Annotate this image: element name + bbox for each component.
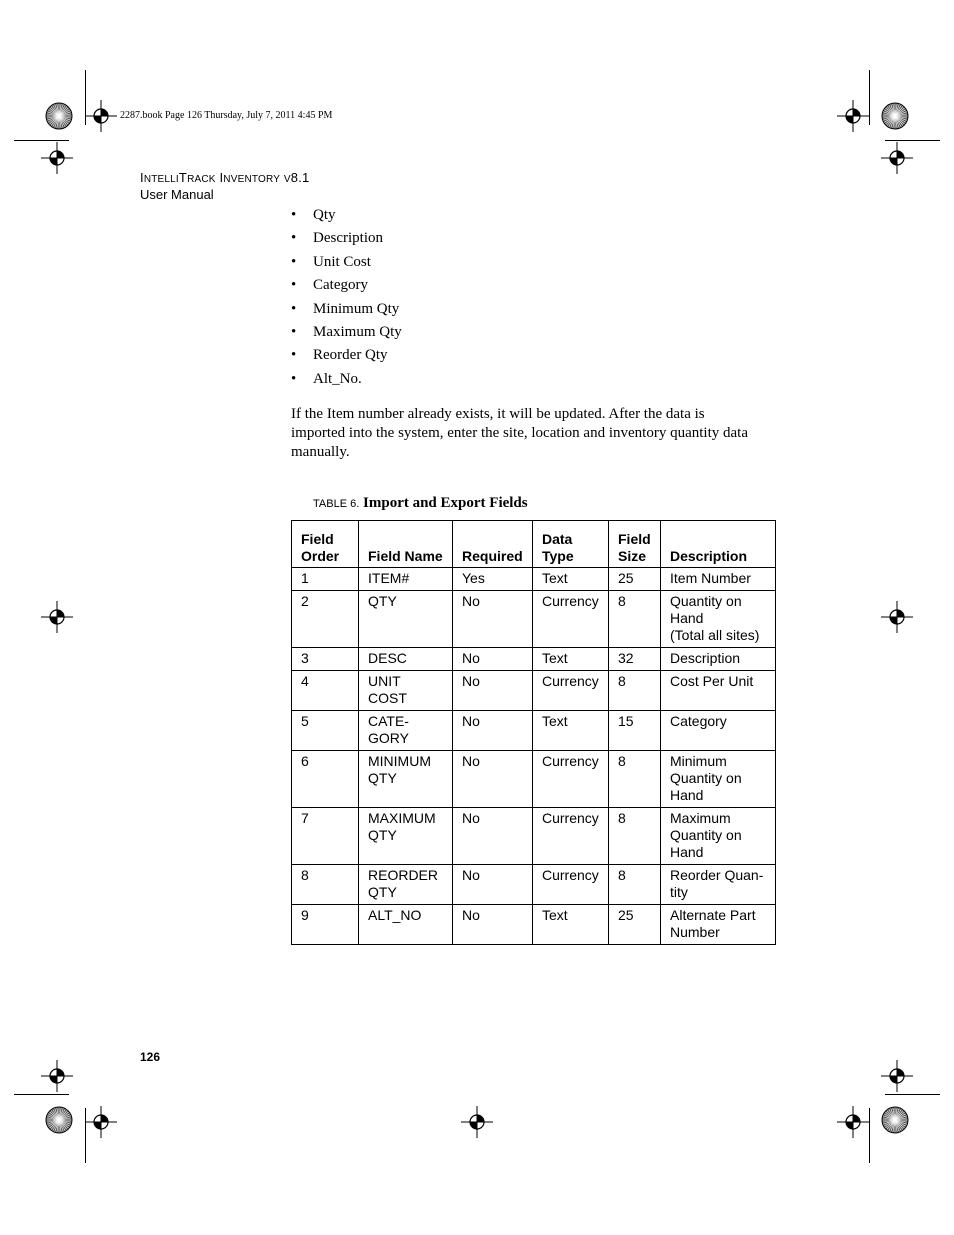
bullet-icon: • — [291, 323, 297, 340]
cell-data-type: Currency — [533, 865, 609, 905]
table-row — [292, 865, 776, 905]
header-smallcaps: NVENTORY — [223, 174, 281, 185]
cell-required: No — [453, 671, 533, 711]
list-item — [291, 299, 402, 322]
registration-mark-icon — [881, 601, 913, 633]
cell-description: Alternate Part Number — [661, 905, 776, 945]
registration-mark-icon — [881, 142, 913, 174]
table-row — [292, 905, 776, 945]
registration-mark-icon — [837, 1106, 869, 1138]
bullet-icon: • — [291, 277, 297, 294]
book-slug: 2287.book Page 126 Thursday, July 7, 2011 4:45 PM — [120, 110, 333, 121]
table-title: Import and Export Fields — [363, 495, 528, 511]
cell-field-name: MINIMUM QTY — [359, 751, 453, 808]
list-item — [291, 369, 402, 392]
import-export-fields-table — [291, 520, 776, 945]
cell-field-size: 15 — [609, 711, 661, 751]
crop-mark-line — [885, 1094, 940, 1095]
cell-field-size: 8 — [609, 591, 661, 648]
cell-field-order: 6 — [292, 751, 359, 808]
list-item — [291, 345, 402, 368]
list-item — [291, 252, 402, 275]
crop-mark-line — [14, 140, 69, 141]
page-number: 126 — [140, 1050, 161, 1064]
header-smallcaps: NTELLI — [143, 174, 179, 185]
header-letter: I — [140, 170, 144, 185]
cell-required: Yes — [453, 568, 533, 591]
body-paragraph: If the Item number already exists, it will be updated. After the data is imported into the system, enter the site, location and inventory quantity data manually. — [291, 406, 748, 460]
list-item-label: Reorder Qty — [313, 347, 388, 364]
color-target-icon — [45, 102, 73, 130]
cell-required: No — [453, 751, 533, 808]
running-header-subtitle: User Manual — [140, 187, 214, 202]
registration-mark-icon — [41, 1060, 73, 1092]
cell-field-name: QTY — [359, 591, 453, 648]
cell-description: Description — [661, 648, 776, 671]
cell-data-type: Text — [533, 711, 609, 751]
crop-mark-line — [885, 140, 940, 141]
cell-description: Reorder Quan- tity — [661, 865, 776, 905]
cell-field-order: 7 — [292, 808, 359, 865]
cell-field-size: 8 — [609, 865, 661, 905]
bullet-list — [291, 205, 402, 392]
table-row — [292, 568, 776, 591]
column-header-field-size: Field Size — [609, 521, 661, 568]
cell-required: No — [453, 711, 533, 751]
bullet-icon: • — [291, 253, 297, 270]
cell-required: No — [453, 591, 533, 648]
cell-description: Category — [661, 711, 776, 751]
cell-field-name: DESC — [359, 648, 453, 671]
cell-description: Maximum Quantity on Hand — [661, 808, 776, 865]
table-row — [292, 808, 776, 865]
cell-field-size: 25 — [609, 568, 661, 591]
cell-data-type: Currency — [533, 751, 609, 808]
registration-mark-icon — [461, 1106, 493, 1138]
cell-data-type: Currency — [533, 808, 609, 865]
column-header-required: Required — [453, 521, 533, 568]
cell-field-name: CATE- GORY — [359, 711, 453, 751]
cell-description: Quantity on Hand (Total all sites) — [661, 591, 776, 648]
color-target-icon — [45, 1106, 73, 1134]
list-item — [291, 275, 402, 298]
cell-field-order: 5 — [292, 711, 359, 751]
header-letter: T — [178, 170, 188, 185]
column-header-data-type: Data Type — [533, 521, 609, 568]
list-item-label: Qty — [313, 207, 336, 223]
list-item-label: Description — [313, 230, 383, 247]
cell-field-name: ALT_NO — [359, 905, 453, 945]
crop-mark-line — [869, 1108, 870, 1163]
list-item — [291, 228, 402, 251]
table-row — [292, 751, 776, 808]
header-smallcaps: RACK — [187, 174, 216, 185]
cell-field-size: 8 — [609, 808, 661, 865]
cell-data-type: Text — [533, 905, 609, 945]
cell-field-order: 8 — [292, 865, 359, 905]
cell-data-type: Currency — [533, 591, 609, 648]
bullet-icon: • — [291, 207, 297, 223]
cell-field-name: REORDER QTY — [359, 865, 453, 905]
registration-mark-icon — [85, 100, 117, 132]
column-header-field-name: Field Name — [359, 521, 453, 568]
cell-field-name: ITEM# — [359, 568, 453, 591]
cell-field-order: 1 — [292, 568, 359, 591]
list-item-label: Minimum Qty — [313, 300, 400, 317]
cell-field-name: UNIT COST — [359, 671, 453, 711]
color-target-icon — [881, 102, 909, 130]
cell-field-order: 9 — [292, 905, 359, 945]
list-item-label: Alt_No. — [313, 370, 362, 387]
header-letter: I — [219, 170, 224, 185]
cell-field-size: 8 — [609, 671, 661, 711]
column-header-field-order: Field Order — [292, 521, 359, 568]
list-item-label: Unit Cost — [313, 253, 371, 270]
cell-description: Minimum Quantity on Hand — [661, 751, 776, 808]
table-row — [292, 591, 776, 648]
registration-mark-icon — [41, 142, 73, 174]
registration-mark-icon — [837, 100, 869, 132]
cell-data-type: Currency — [533, 671, 609, 711]
cell-field-size: 25 — [609, 905, 661, 945]
table-row — [292, 671, 776, 711]
cell-field-order: 2 — [292, 591, 359, 648]
cell-field-size: 32 — [609, 648, 661, 671]
cell-field-order: 4 — [292, 671, 359, 711]
cell-required: No — [453, 905, 533, 945]
bullet-icon: • — [291, 300, 297, 317]
cell-field-size: 8 — [609, 751, 661, 808]
bullet-icon: • — [291, 370, 297, 387]
bullet-icon: • — [291, 347, 297, 364]
list-item — [291, 322, 402, 345]
running-header-title — [140, 170, 309, 185]
cell-field-order: 3 — [292, 648, 359, 671]
table-row — [292, 648, 776, 671]
list-item — [291, 205, 402, 228]
bullet-icon: • — [291, 230, 297, 247]
header-smallcaps: V — [283, 174, 291, 185]
crop-mark-line — [869, 70, 870, 125]
cell-data-type: Text — [533, 568, 609, 591]
header-version: 8.1 — [290, 170, 310, 185]
registration-mark-icon — [85, 1106, 117, 1138]
cell-data-type: Text — [533, 648, 609, 671]
crop-mark-line — [14, 1094, 69, 1095]
cell-required: No — [453, 808, 533, 865]
cell-description: Item Number — [661, 568, 776, 591]
table-row — [292, 711, 776, 751]
table-header-row — [292, 521, 776, 568]
cell-field-name: MAXIMUM QTY — [359, 808, 453, 865]
list-item-label: Category — [313, 277, 368, 294]
registration-mark-icon — [881, 1060, 913, 1092]
list-item-label: Maximum Qty — [313, 323, 402, 340]
cell-required: No — [453, 865, 533, 905]
color-target-icon — [881, 1106, 909, 1134]
column-header-description: Description — [661, 521, 776, 568]
table-label: TABLE 6. — [313, 498, 360, 510]
cell-required: No — [453, 648, 533, 671]
cell-description: Cost Per Unit — [661, 671, 776, 711]
table-caption — [313, 495, 528, 512]
registration-mark-icon — [41, 601, 73, 633]
